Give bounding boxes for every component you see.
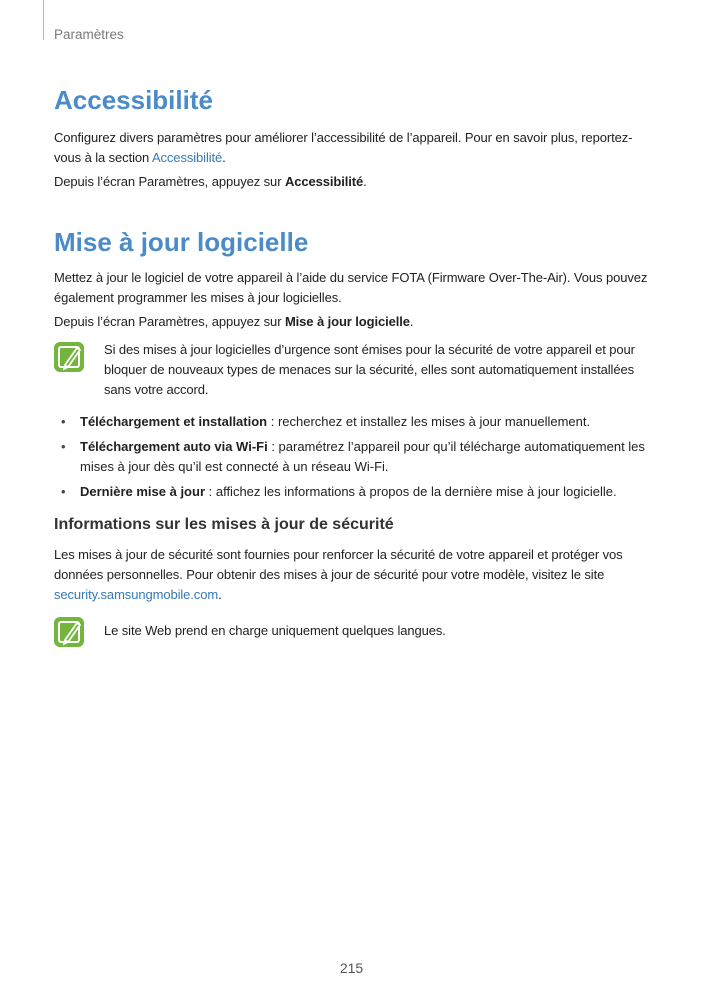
option-term: Téléchargement et installation xyxy=(80,414,268,429)
option-download-install xyxy=(54,412,654,432)
option-desc: : affichez les informations à propos de la dernière mise à jour logicielle. xyxy=(205,484,617,499)
security-info-text xyxy=(54,545,654,605)
accessibility-path-prefix: Depuis l’écran Paramètres, appuyez sur xyxy=(54,174,285,189)
header-divider xyxy=(43,0,44,40)
software-update-title: Mise à jour logicielle xyxy=(54,227,309,257)
security-info-title: Informations sur les mises à jour de sécurité xyxy=(54,516,394,533)
accessibility-title: Accessibilité xyxy=(54,85,213,115)
software-update-note-text: Si des mises à jour logicielles d’urgence sont émises pour la sécurité de votre appareil et pour bloquer de nouveaux types de menaces sur la sécurité, elles sont automatiquement installées sans votre accord. xyxy=(104,342,635,397)
bullet-marker: • xyxy=(61,439,66,454)
security-info-end: . xyxy=(218,587,222,602)
option-desc: : paramétrez l’appareil pour qu’il télécharge automatiquement les mises à jour dès qu’il est connecté à un réseau Wi-Fi. xyxy=(80,439,645,474)
section-header-label: Paramètres xyxy=(54,27,124,42)
accessibility-intro xyxy=(54,128,654,168)
software-update-path-bold: Mise à jour logicielle xyxy=(284,314,410,329)
security-info-body: Les mises à jour de sécurité sont fournies pour renforcer la sécurité de votre appareil et protéger vos données personnelles. Pour obtenir des mises à jour de sécurité pour votre modèle, visitez le site xyxy=(54,547,623,582)
accessibility-intro-text: Configurez divers paramètres pour améliorer l’accessibilité de l’appareil. Pour en savoir plus, reportez-vous à la section xyxy=(54,130,633,165)
security-site-link[interactable]: security.samsungmobile.com xyxy=(54,587,219,602)
bullet-marker: • xyxy=(61,414,66,429)
option-desc: : recherchez et installez les mises à jour manuellement. xyxy=(267,414,591,429)
accessibility-path-bold: Accessibilité xyxy=(284,174,364,189)
page-number: 215 xyxy=(339,960,364,976)
software-update-options xyxy=(54,412,654,502)
software-update-path xyxy=(54,312,654,332)
accessibility-path xyxy=(54,172,654,192)
bullet-marker: • xyxy=(61,484,66,499)
option-term: Dernière mise à jour xyxy=(80,484,205,499)
software-update-path-prefix: Depuis l’écran Paramètres, appuyez sur xyxy=(54,314,285,329)
software-update-note xyxy=(54,340,654,400)
option-term: Téléchargement auto via Wi-Fi xyxy=(80,439,268,454)
page-content xyxy=(54,84,654,641)
accessibility-intro-end: . xyxy=(222,150,226,165)
option-auto-download-wifi xyxy=(54,437,654,477)
note-pencil-icon xyxy=(54,342,84,372)
software-update-intro: Mettez à jour le logiciel de votre appareil à l’aide du service FOTA (Firmware Over-The-Air). Vous pouvez également programmer les mises à jour logicielles. xyxy=(54,270,648,305)
note-pencil-icon xyxy=(54,617,84,647)
accessibility-path-end: . xyxy=(363,174,367,189)
security-info-note xyxy=(54,615,654,641)
accessibility-link[interactable]: Accessibilité xyxy=(151,150,223,165)
software-update-path-end: . xyxy=(409,314,414,329)
security-info-note-text: Le site Web prend en charge uniquement quelques langues. xyxy=(104,623,446,638)
option-last-update xyxy=(54,482,654,502)
